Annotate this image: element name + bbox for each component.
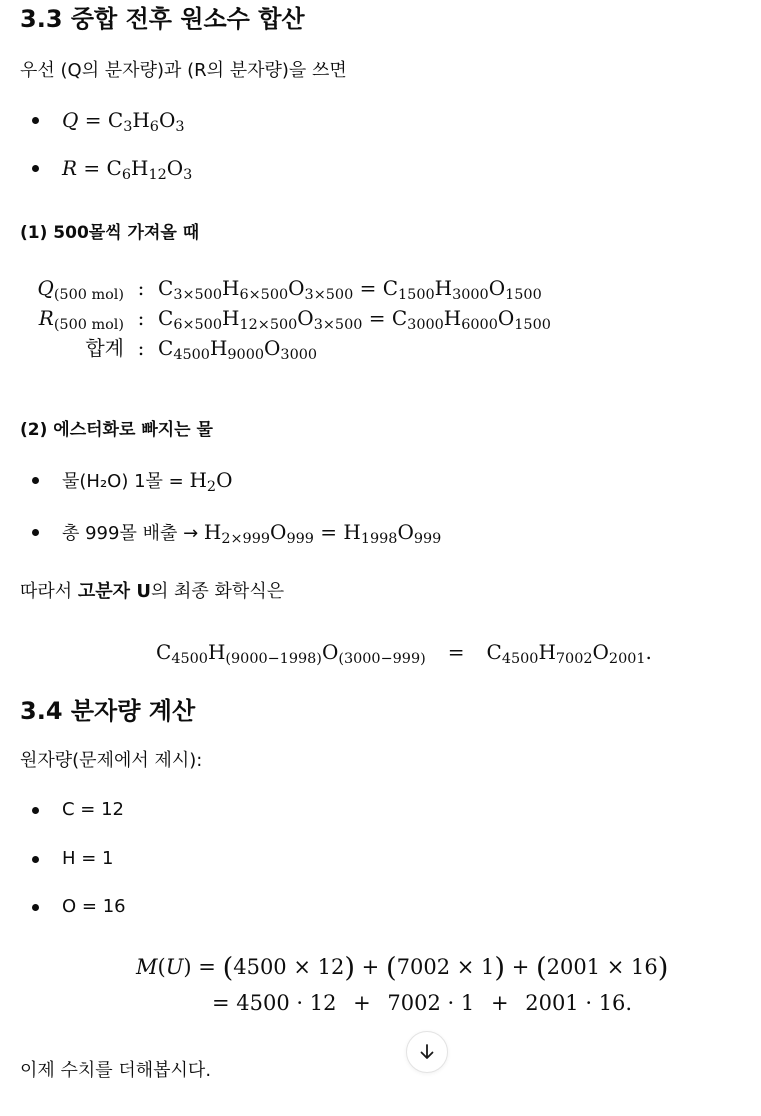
arrow-down-icon (417, 1042, 437, 1062)
sum-total-label: 합계 (85, 336, 124, 360)
final-formula: $C_{4500}H_{(9000-1998)}O_{(3000-999)} = C_{4500}H_{7002}O_{2001}$. (156, 640, 652, 668)
water-item-1: 물(H₂O) 1몰 = $H_2O$ (20, 466, 232, 496)
water-item-1-text: 물(H₂O) 1몰 = (62, 471, 190, 492)
water-item-2-text: 총 999몰 배출 → (62, 523, 204, 544)
polymer-u-label: 고분자 U (77, 581, 151, 602)
section-heading-3-4: 3.4 분자량 계산 (20, 697, 196, 725)
sum-row-r: $R_{(500 mol)}$ : $C_{6\times 500}H_{12\times 500}O_{3\times 500} = C_{3000}H_{6000}O_{1500}$ (38, 306, 551, 334)
mass-item-h: H = 1 (20, 845, 114, 873)
mass-item-c: C = 12 (20, 796, 124, 824)
scroll-to-bottom-button[interactable] (406, 1031, 448, 1073)
molar-mass-equation (136, 950, 668, 1020)
sum-row-total: 합계 : $C_{4500}H_{9000}O_{3000}$ (0, 333, 551, 363)
sum-block (0, 273, 551, 363)
section-intro: 우선 (Q의 분자량)과 (R의 분자량)을 쓰면 (20, 60, 347, 81)
conclusion-line: 따라서 고분자 U의 최종 화학식은 (20, 581, 285, 602)
sum-row-q: $Q_{(500 mol)}$ : $C_{3\times 500}H_{6\times 500}O_{3\times 500} = C_{1500}H_{3000}O_{1500}$ (37, 276, 542, 304)
formula-item-r: $R = C_6H_{12}O_3$ (20, 154, 192, 184)
mass-item-o: O = 16 (20, 893, 126, 921)
formula-item-q: $Q = C_3H_6O_3$ (20, 106, 185, 136)
section-heading-3-3: 3.3 중합 전후 원소수 합산 (20, 5, 305, 33)
footer-text: 이제 수치를 더해봅시다. (20, 1060, 212, 1081)
equation-line-2: = 4500 · 12 + 7002 · 1 + 2001 · 16. (212, 990, 633, 1015)
water-item-2: 총 999몰 배출 → $H_{2\times 999}O_{999} = H_{1998}O_{999}$ (20, 518, 441, 548)
subheading-500mol: (1) 500몰씩 가져올 때 (20, 223, 200, 243)
equation-line-1: M(U) = (4500 × 12) + (7002 × 1) + (2001 × 16) (136, 952, 669, 984)
atomic-mass-intro: 원자량(문제에서 제시): (20, 750, 203, 771)
subheading-water: (2) 에스터화로 빠지는 물 (20, 420, 213, 440)
